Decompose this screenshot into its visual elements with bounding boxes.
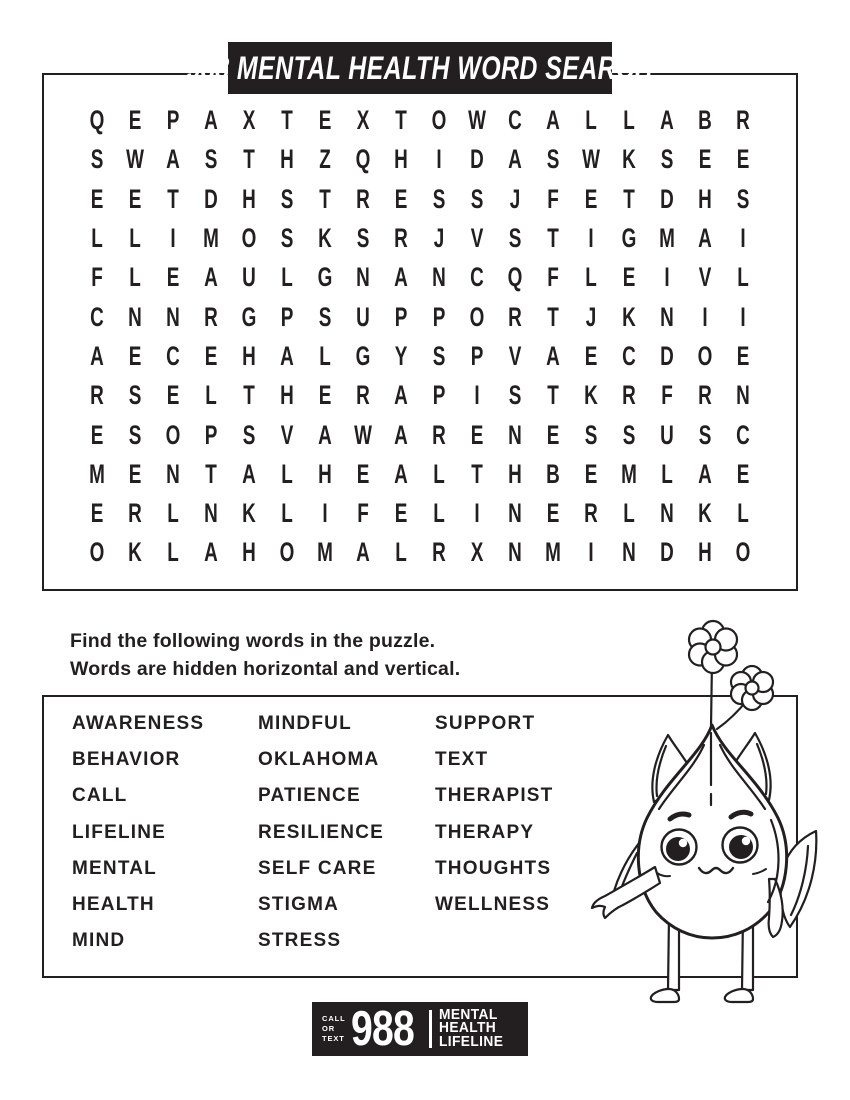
grid-letter: N	[660, 301, 674, 332]
call-or-text-line: CALL	[322, 1014, 346, 1023]
word-item: THERAPY	[435, 821, 535, 843]
grid-letter: S	[280, 223, 294, 254]
grid-letter: L	[661, 458, 673, 489]
grid-letter: T	[205, 458, 217, 489]
grid-letter: H	[242, 537, 256, 568]
grid-letter: E	[584, 340, 598, 371]
grid-letter: A	[280, 340, 294, 371]
grid-letter: E	[90, 183, 104, 214]
flower-character-illustration	[585, 615, 835, 1015]
grid-letter: H	[394, 144, 408, 175]
grid-letter: A	[356, 537, 370, 568]
grid-letter: I	[322, 498, 328, 529]
grid-letter: S	[508, 223, 522, 254]
grid-letter: O	[241, 223, 257, 254]
word-item: RESILIENCE	[258, 821, 385, 843]
grid-letter: L	[167, 498, 179, 529]
grid-letter: V	[470, 223, 484, 254]
grid-letter: T	[471, 458, 483, 489]
word-item: PATIENCE	[258, 785, 361, 807]
logo-divider	[429, 1010, 432, 1048]
eye-highlight-right	[742, 837, 750, 845]
grid-letter: L	[395, 537, 407, 568]
grid-letter: R	[394, 223, 408, 254]
grid-letter: J	[585, 301, 597, 332]
grid-letter: K	[318, 223, 332, 254]
grid-letter: C	[736, 419, 750, 450]
grid-letter: S	[128, 419, 142, 450]
grid-letter: O	[431, 105, 447, 136]
word-item: BEHAVIOR	[72, 749, 181, 771]
grid-letter: E	[394, 183, 408, 214]
grid-letter: I	[740, 301, 746, 332]
grid-letter: E	[356, 458, 370, 489]
grid-letter: P	[432, 380, 446, 411]
instructions	[70, 627, 460, 683]
grid-letter: A	[546, 105, 560, 136]
grid-letter: O	[697, 340, 713, 371]
grid-letter: N	[166, 301, 180, 332]
word-item: MENTAL	[72, 857, 157, 879]
grid-letter: E	[546, 419, 560, 450]
grid-letter: N	[356, 262, 370, 293]
grid-letter: A	[508, 144, 522, 175]
grid-letter: A	[546, 340, 560, 371]
grid-letter: N	[622, 537, 636, 568]
grid-letter: U	[242, 262, 256, 293]
988-number: 988	[350, 1001, 414, 1056]
brand-line: MENTAL	[438, 1006, 498, 1023]
grid-letter: X	[356, 105, 370, 136]
grid-letter: L	[623, 498, 635, 529]
grid-letter: L	[433, 498, 445, 529]
grid-letter: F	[91, 262, 103, 293]
brand-line: HEALTH	[438, 1020, 496, 1037]
grid-letter: S	[318, 301, 332, 332]
page-title: 988 MENTAL HEALTH WORD SEARCH	[186, 49, 654, 86]
grid-letter: S	[204, 144, 218, 175]
word-column-2	[258, 706, 384, 959]
daisy-flower-icon	[689, 621, 737, 673]
grid-letter: S	[546, 144, 560, 175]
grid-letter: S	[280, 183, 294, 214]
grid-letter: R	[432, 537, 446, 568]
grid-letter: T	[243, 380, 255, 411]
grid-letter: N	[432, 262, 446, 293]
grid-letter: A	[394, 380, 408, 411]
word-item: SELF CARE	[258, 857, 377, 879]
grid-letter: H	[242, 340, 256, 371]
grid-letter: Q	[507, 262, 523, 293]
grid-letter: R	[736, 105, 750, 136]
grid-letter: M	[545, 537, 561, 568]
grid-letter: G	[241, 301, 257, 332]
grid-letter: S	[242, 419, 256, 450]
grid-letter: T	[319, 183, 331, 214]
grid-letter: A	[166, 144, 180, 175]
grid-letter: H	[698, 537, 712, 568]
grid-letter: L	[737, 262, 749, 293]
word-item: THERAPIST	[435, 785, 554, 807]
grid-letter: N	[166, 458, 180, 489]
word-column-3	[435, 706, 553, 923]
call-or-text-label	[322, 1015, 346, 1043]
grid-letter: G	[621, 223, 637, 254]
grid-letter: S	[660, 144, 674, 175]
grid-letter: E	[698, 144, 712, 175]
grid-letter: E	[90, 419, 104, 450]
grid-letter: O	[89, 537, 105, 568]
grid-letter: E	[584, 458, 598, 489]
grid-letter: L	[167, 537, 179, 568]
grid-letter: K	[622, 301, 636, 332]
grid-letter: M	[89, 458, 105, 489]
grid-letter: E	[128, 183, 142, 214]
grid-letter: G	[317, 262, 333, 293]
word-item: TEXT	[435, 749, 489, 771]
grid-letter: M	[203, 223, 219, 254]
grid-letter: T	[395, 105, 407, 136]
grid-letter: S	[90, 144, 104, 175]
grid-letter: E	[128, 105, 142, 136]
grid-letter: H	[280, 380, 294, 411]
grid-letter: C	[166, 340, 180, 371]
grid-letter: T	[547, 301, 559, 332]
grid-letter: H	[280, 144, 294, 175]
grid-letter: A	[318, 419, 332, 450]
grid-letter: F	[547, 262, 559, 293]
instructions-line-1: Find the following words in the puzzle.	[70, 630, 436, 652]
grid-letter: L	[623, 105, 635, 136]
grid-letter: A	[660, 105, 674, 136]
grid-letter: S	[432, 340, 446, 371]
title-banner	[186, 42, 654, 94]
word-item: THOUGHTS	[435, 857, 552, 879]
grid-letter: S	[356, 223, 370, 254]
grid-letter: E	[546, 498, 560, 529]
grid-letter: S	[432, 183, 446, 214]
grid-letter: D	[660, 183, 674, 214]
grid-letter: P	[470, 340, 484, 371]
grid-letter: E	[622, 262, 636, 293]
grid-letter: R	[90, 380, 104, 411]
grid-letter: S	[622, 419, 636, 450]
grid-letter: L	[129, 223, 141, 254]
grid-letter: A	[90, 340, 104, 371]
word-item: MIND	[72, 930, 126, 952]
grid-letter: I	[702, 301, 708, 332]
grid-letter: P	[394, 301, 408, 332]
grid-letter: E	[128, 340, 142, 371]
call-or-text-line: OR	[322, 1024, 336, 1033]
grid-letter: E	[166, 380, 180, 411]
grid-letter: P	[432, 301, 446, 332]
grid-letter: E	[470, 419, 484, 450]
grid-letter: L	[737, 498, 749, 529]
grid-letter: N	[508, 419, 522, 450]
grid-letter: E	[736, 340, 750, 371]
grid-letter: H	[508, 458, 522, 489]
grid-letter: E	[736, 144, 750, 175]
grid-letter: E	[318, 380, 332, 411]
grid-letter: E	[394, 498, 408, 529]
grid-letter: M	[317, 537, 333, 568]
grid-letter: N	[508, 498, 522, 529]
grid-letter: W	[126, 144, 144, 175]
grid-letter: Z	[319, 144, 331, 175]
grid-letter: V	[280, 419, 294, 450]
grid-letter: N	[736, 380, 750, 411]
grid-letter: R	[356, 380, 370, 411]
grid-letter: W	[468, 105, 486, 136]
grid-letter: T	[167, 183, 179, 214]
word-item: OKLAHOMA	[258, 749, 380, 771]
grid-letter: J	[433, 223, 445, 254]
grid-letter: I	[170, 223, 176, 254]
grid-letter: I	[474, 380, 480, 411]
grid-letter: D	[204, 183, 218, 214]
grid-letter: R	[356, 183, 370, 214]
grid-letter: R	[584, 498, 598, 529]
grid-letter: B	[546, 458, 560, 489]
grid-letter: V	[508, 340, 522, 371]
grid-letter: A	[394, 419, 408, 450]
grid-letter: U	[660, 419, 674, 450]
word-item: STIGMA	[258, 894, 340, 916]
grid-letter: N	[204, 498, 218, 529]
grid-letter: J	[509, 183, 521, 214]
grid-letter: P	[280, 301, 294, 332]
grid-letter: A	[698, 458, 712, 489]
grid-letter: I	[588, 223, 594, 254]
grid-letter: X	[470, 537, 484, 568]
word-item: WELLNESS	[435, 894, 551, 916]
grid-letter: C	[508, 105, 522, 136]
grid-letter: T	[547, 380, 559, 411]
daisy-flower-icon	[731, 666, 773, 710]
word-item: LIFELINE	[72, 821, 167, 843]
grid-letter: I	[664, 262, 670, 293]
grid-letter: I	[740, 223, 746, 254]
grid-letter: U	[356, 301, 370, 332]
grid-letter: O	[279, 537, 295, 568]
grid-letter: L	[129, 262, 141, 293]
grid-letter: H	[242, 183, 256, 214]
grid-letter: L	[281, 458, 293, 489]
grid-letter: S	[128, 380, 142, 411]
grid-letter: E	[128, 458, 142, 489]
grid-letter: S	[470, 183, 484, 214]
grid-letter: L	[585, 262, 597, 293]
word-item: SUPPORT	[435, 713, 536, 735]
grid-letter: A	[204, 105, 218, 136]
grid-letter: L	[585, 105, 597, 136]
grid-letter: D	[660, 537, 674, 568]
grid-letter: M	[621, 458, 637, 489]
mental-health-lifeline-label	[438, 1006, 507, 1050]
grid-letter: I	[436, 144, 442, 175]
grid-letter: E	[204, 340, 218, 371]
grid-letter: A	[242, 458, 256, 489]
grid-letter: S	[736, 183, 750, 214]
grid-letter: L	[205, 380, 217, 411]
grid-letter: A	[394, 458, 408, 489]
grid-letter: N	[128, 301, 142, 332]
grid-letter: L	[281, 498, 293, 529]
word-item: CALL	[72, 785, 128, 807]
grid-letter: L	[319, 340, 331, 371]
grid-letter: X	[242, 105, 256, 136]
grid-letter: H	[318, 458, 332, 489]
grid-letter: O	[735, 537, 751, 568]
brand-line: LIFELINE	[438, 1033, 504, 1050]
word-item: AWARENESS	[72, 713, 205, 735]
grid-letter: A	[204, 537, 218, 568]
grid-letter: T	[243, 144, 255, 175]
grid-letter: A	[698, 223, 712, 254]
grid-letter: R	[204, 301, 218, 332]
grid-letter: Q	[355, 144, 371, 175]
word-column-1	[72, 706, 204, 959]
grid-letter: Q	[89, 105, 105, 136]
eye-highlight-left	[679, 839, 687, 847]
grid-letter: A	[204, 262, 218, 293]
grid-letter: F	[357, 498, 369, 529]
grid-letter: E	[318, 105, 332, 136]
grid-letter: V	[698, 262, 712, 293]
grid-letter: L	[433, 458, 445, 489]
grid-letter: K	[584, 380, 598, 411]
instructions-line-2: Words are hidden horizontal and vertical.	[70, 658, 461, 680]
grid-letter: E	[166, 262, 180, 293]
988-lifeline-logo	[312, 1002, 528, 1056]
grid-letter: O	[469, 301, 485, 332]
word-item: HEALTH	[72, 894, 155, 916]
grid-letter: S	[508, 380, 522, 411]
call-or-text-line: TEXT	[322, 1034, 345, 1043]
grid-letter: E	[90, 498, 104, 529]
grid-letter: S	[584, 419, 598, 450]
grid-letter: E	[584, 183, 598, 214]
word-item: MINDFUL	[258, 713, 352, 735]
grid-letter: R	[698, 380, 712, 411]
word-item: STRESS	[258, 930, 342, 952]
grid-letter: K	[128, 537, 142, 568]
grid-letter: F	[547, 183, 559, 214]
grid-letter: D	[660, 340, 674, 371]
grid-letter: N	[508, 537, 522, 568]
grid-letter: L	[281, 262, 293, 293]
grid-letter: P	[204, 419, 218, 450]
grid-letter: I	[474, 498, 480, 529]
grid-letter: T	[623, 183, 635, 214]
grid-letter: S	[698, 419, 712, 450]
grid-letter: C	[622, 340, 636, 371]
grid-letter: M	[659, 223, 675, 254]
grid-letter: B	[698, 105, 712, 136]
grid-letter: T	[281, 105, 293, 136]
grid-letter: R	[508, 301, 522, 332]
grid-letter: H	[698, 183, 712, 214]
grid-letter: L	[91, 223, 103, 254]
grid-letter: R	[432, 419, 446, 450]
grid-letter: N	[660, 498, 674, 529]
grid-letter: R	[128, 498, 142, 529]
grid-letter: W	[354, 419, 372, 450]
grid-letter: E	[736, 458, 750, 489]
grid-letter: K	[622, 144, 636, 175]
grid-letter: W	[582, 144, 600, 175]
grid-letter: A	[394, 262, 408, 293]
grid-letter: D	[470, 144, 484, 175]
grid-letter: P	[166, 105, 180, 136]
letter-grid	[42, 101, 798, 573]
grid-letter: R	[622, 380, 636, 411]
grid-letter: G	[355, 340, 371, 371]
grid-letter: T	[547, 223, 559, 254]
grid-letter: Y	[394, 340, 408, 371]
grid-letter: I	[588, 537, 594, 568]
grid-letter: O	[165, 419, 181, 450]
grid-letter: K	[242, 498, 256, 529]
grid-letter: C	[470, 262, 484, 293]
grid-letter: K	[698, 498, 712, 529]
grid-letter: C	[90, 301, 104, 332]
grid-letter: F	[661, 380, 673, 411]
